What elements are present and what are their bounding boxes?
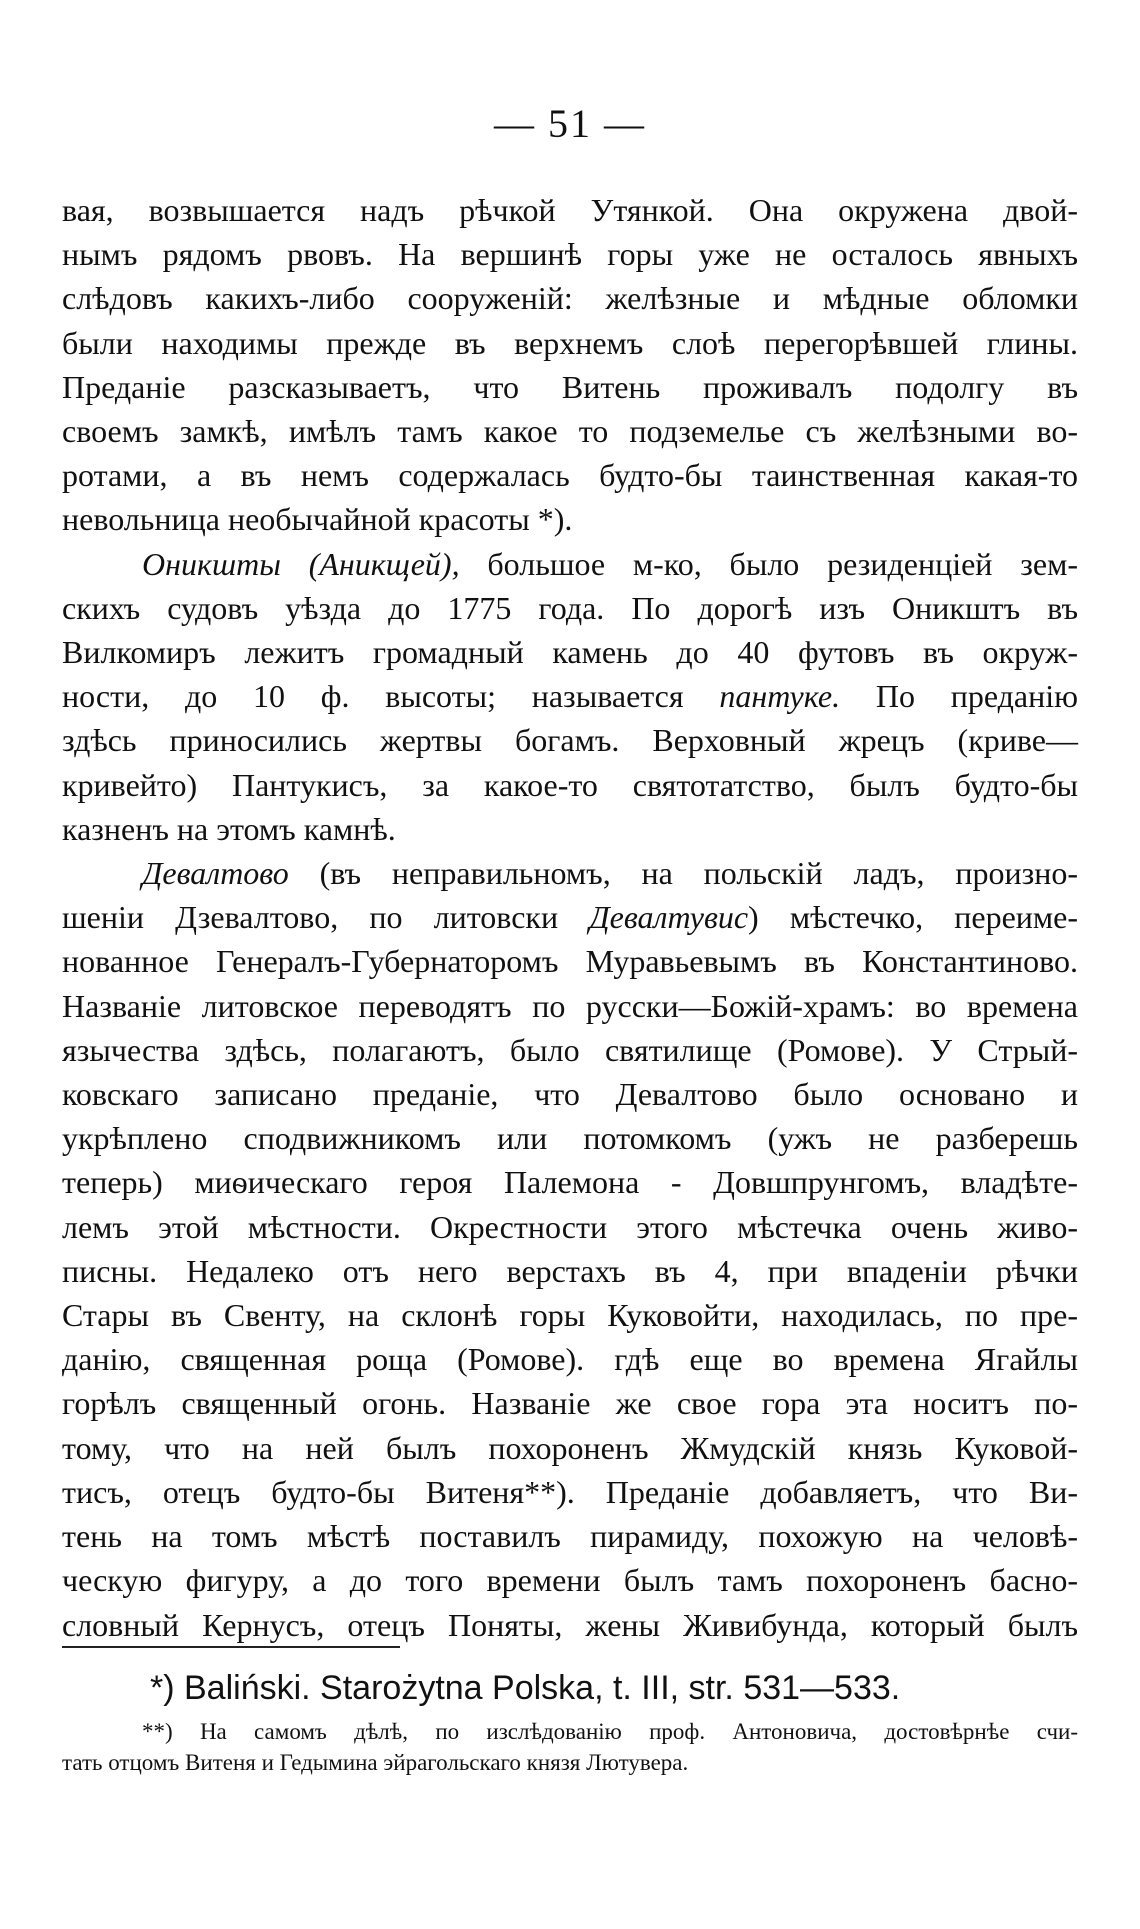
paragraph-first-line: [62, 542, 1078, 586]
footnote-line: тать отцомъ Витеня и Гедымина эйрагольскаго князя Лютувера.: [62, 1750, 689, 1775]
text-line: [62, 895, 1078, 939]
text-line: ческую фигуру, а до того времени былъ тамъ похороненъ басно-: [62, 1562, 1078, 1599]
text-line: лемъ этой мѣстности. Окрестности этого мѣстечка очень живо-: [62, 1208, 1078, 1245]
text-line: Вилкомиръ лежитъ громадный камень до 40 футовъ въ окруж-: [62, 634, 1078, 671]
text-line: кривейто) Пантукисъ, за какое-то святотатство, былъ будто-бы: [62, 766, 1078, 803]
text-line: укрѣплено сподвижникомъ или потомкомъ (ужъ не разберешь: [62, 1120, 1078, 1157]
text-line: тень на томъ мѣстѣ поставилъ пирамиду, похожую на человѣ-: [62, 1518, 1078, 1555]
text-fragment: По преданію: [840, 678, 1079, 715]
text-line: казненъ на этомъ камнѣ.: [62, 810, 396, 847]
text-line: [62, 674, 1078, 718]
text-line: слѣдовъ какихъ-либо сооруженій: желѣзные и мѣдные обломки: [62, 280, 1078, 317]
text-line: вая, возвышается надъ рѣчкой Утянкой. Она окружена двой-: [62, 192, 1078, 228]
place-name-italic: Оникшты (Аникщей),: [142, 545, 460, 582]
footnote-2: [62, 1716, 1078, 1778]
text-line: горѣлъ священный огонь. Названіе же свое гора эта носитъ по-: [62, 1385, 1078, 1422]
text-line: здѣсь приносились жертвы богамъ. Верховный жрецъ (криве—: [62, 722, 1078, 759]
text-line: данію, священная роща (Ромове). гдѣ еще во времена Ягайлы: [62, 1341, 1078, 1378]
paragraph-first-line: [62, 851, 1078, 895]
text-line: скихъ судовъ уѣзда до 1775 года. По дорогѣ изъ Оникштъ въ: [62, 589, 1078, 626]
text-fragment: ) мѣстечко, переиме-: [748, 899, 1079, 936]
text-line: были находимы прежде въ верхнемъ слоѣ перегорѣвшей глины.: [62, 324, 1078, 361]
place-name-italic: Девалтово: [142, 855, 289, 892]
text-line: язычества здѣсь, полагаютъ, было святилище (Ромове). У Стрый-: [62, 1031, 1078, 1068]
page-number: — 51 —: [494, 101, 646, 146]
text-line: теперь) миѳическаго героя Палемона - Довшпрунгомъ, владѣте-: [62, 1164, 1078, 1201]
text-line: тому, что на ней былъ похороненъ Жмудскій князь Куковой-: [62, 1429, 1078, 1466]
text-line: писны. Недалеко отъ него верстахъ въ 4, при впаденіи рѣчки: [62, 1252, 1078, 1289]
text-line: словный Кернусъ, отецъ Поняты, жены Живибунда, который былъ: [62, 1606, 1078, 1643]
text-line: Названіе литовское переводятъ по русски—Божій-храмъ: во времена: [62, 987, 1078, 1024]
text-fragment: шеніи Дзевалтово, по литовски: [62, 899, 559, 936]
text-line: нованное Генералъ-Губернаторомъ Муравьевымъ въ Константиново.: [62, 943, 1078, 980]
text-line: Стары въ Свенту, на склонѣ горы Куковойти, находилась, по пре-: [62, 1297, 1078, 1334]
footnote-divider: [62, 1646, 400, 1648]
text-fragment: (въ неправильномъ, на польскій ладъ, произно-: [288, 855, 1078, 892]
text-line: ковскаго записано преданіе, что Девалтово было основано и: [62, 1076, 1078, 1113]
footnote-line: **) На самомъ дѣлѣ, по изслѣдованію проф. Антоновича, достовѣрнѣе счи-: [142, 1719, 1078, 1744]
text-line: нымъ рядомъ рвовъ. На вершинѣ горы уже не осталось явныхъ: [62, 236, 1078, 273]
text-line: Преданіе разсказываетъ, что Витень проживалъ подолгу въ: [62, 368, 1078, 405]
text-line: невольница необычайной красоты *).: [62, 501, 573, 538]
italic-term: пантуке.: [719, 678, 841, 715]
footnote-1: *) Baliński. Starożytna Polska, t. III, str. 531—533.: [150, 1669, 901, 1707]
text-line: тисъ, отецъ будто-бы Витеня**). Преданіе добавляетъ, что Ви-: [62, 1473, 1078, 1510]
body-text: [62, 188, 1078, 1647]
text-fragment: ности, до 10 ф. высоты; называется: [62, 678, 684, 715]
text-line: своемъ замкѣ, имѣлъ тамъ какое то подземелье съ желѣзными во-: [62, 413, 1078, 450]
italic-term: Девалтувис: [589, 899, 749, 936]
text-fragment: большое м-ко, было резиденціей зем-: [459, 545, 1079, 582]
text-line: ротами, а въ немъ содержалась будто-бы таинственная какая-то: [62, 457, 1078, 494]
